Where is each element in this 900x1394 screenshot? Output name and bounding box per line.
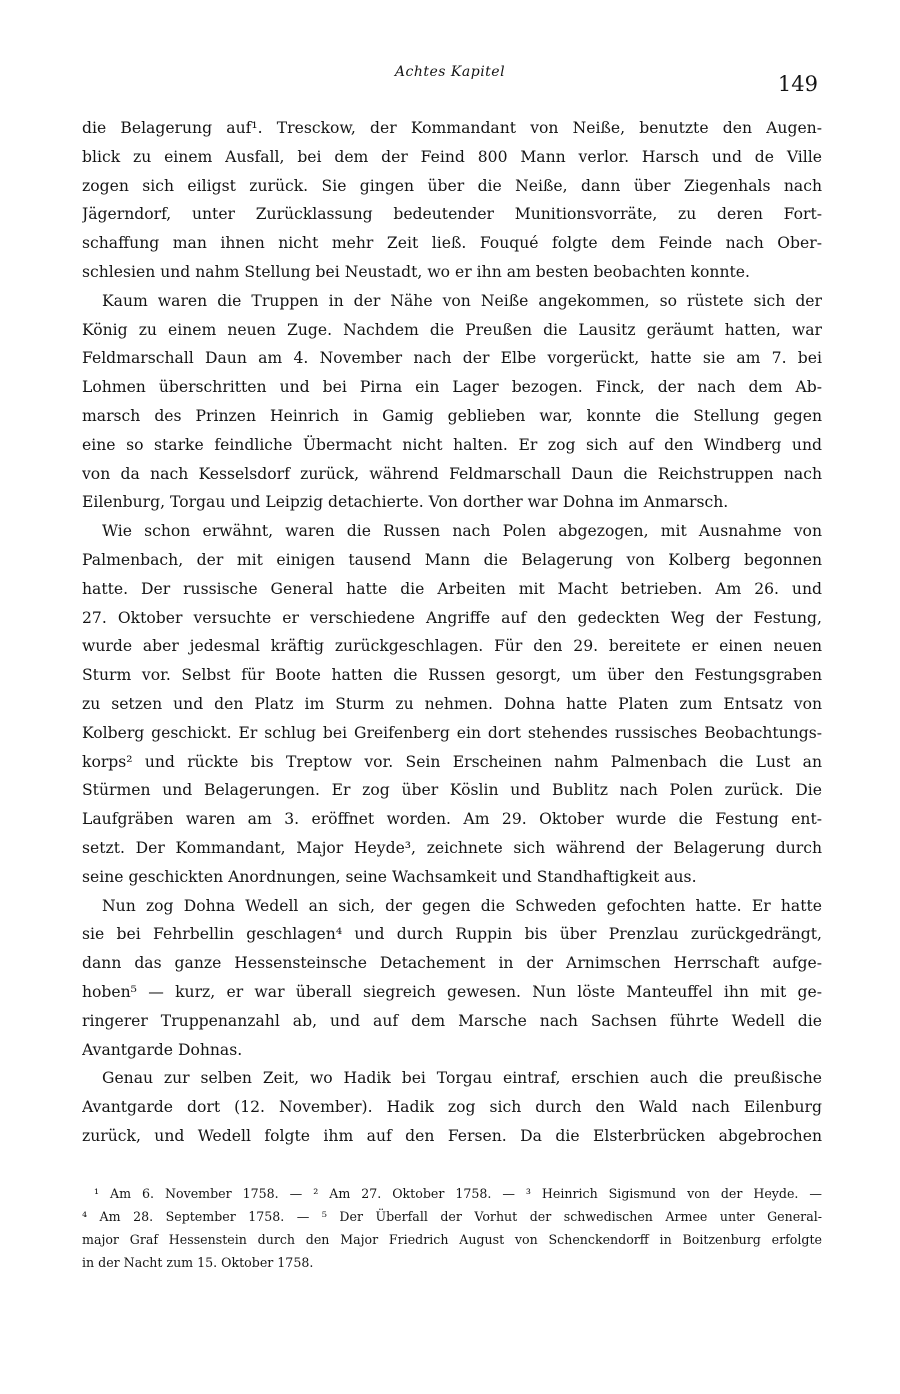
text-line: Avantgarde Dohnas. [82, 1040, 243, 1059]
text-line: sie bei Fehrbellin geschlagen⁴ und durch Ruppin bis über Prenzlau zurückgedrängt, [82, 925, 822, 944]
text-line: Eilenburg, Torgau und Leipzig detachierte. Von dorther war Dohna im Anmarsch. [82, 493, 729, 512]
text-line: Feldmarschall Daun am 4. November nach der Elbe vorgerückt, hatte sie am 7. bei [82, 349, 822, 368]
body-text [82, 114, 822, 1151]
text-line: von da nach Kesselsdorf zurück, während Feldmarschall Daun die Reichstruppen nach [82, 464, 822, 483]
text-line: Wie schon erwähnt, waren die Russen nach Polen abgezogen, mit Ausnahme von [102, 522, 822, 541]
text-line: korps² und rückte bis Treptow vor. Sein Erscheinen nahm Palmenbach die Lust an [82, 752, 822, 771]
text-line: hatte. Der russische General hatte die Arbeiten mit Macht betrieben. Am 26. und [82, 579, 822, 598]
paragraph [82, 114, 822, 287]
text-line: Kaum waren die Truppen in der Nähe von Neiße angekommen, so rüstete sich der [102, 291, 822, 310]
text-line: zogen sich eiligst zurück. Sie gingen über die Neiße, dann über Ziegenhals nach [82, 176, 822, 195]
text-line: marsch des Prinzen Heinrich in Gamig geblieben war, konnte die Stellung gegen [82, 406, 822, 425]
text-line: zurück, und Wedell folgte ihm auf den Fersen. Da die Elsterbrücken abgebrochen [82, 1126, 822, 1145]
text-line: dann das ganze Hessensteinsche Detachement in der Arnimschen Herrschaft aufge- [82, 954, 822, 973]
text-line: seine geschickten Anordnungen, seine Wachsamkeit und Standhaftigkeit aus. [82, 867, 697, 886]
footnote-line: ¹ Am 6. November 1758. — ² Am 27. Oktober 1758. — ³ Heinrich Sigismund von der Heyde. — [94, 1186, 822, 1201]
paragraph [82, 517, 822, 891]
paragraph [82, 287, 822, 517]
text-line: Nun zog Dohna Wedell an sich, der gegen die Schweden gefochten hatte. Er hatte [102, 896, 822, 915]
text-line: die Belagerung auf¹. Tresckow, der Kommandant von Neiße, benutzte den Augen- [82, 119, 822, 137]
text-line: ringerer Truppenanzahl ab, und auf dem Marsche nach Sachsen führte Wedell die [82, 1011, 822, 1030]
page-number: 149 [777, 72, 818, 96]
text-line: Stürmen und Belagerungen. Er zog über Köslin und Bublitz nach Polen zurück. Die [82, 781, 822, 800]
text-line: Kolberg geschickt. Er schlug bei Greifenberg ein dort stehendes russisches Beobachtungs- [82, 723, 822, 742]
text-line: 27. Oktober versuchte er verschiedene Angriffe auf den gedeckten Weg der Festung, [82, 608, 822, 627]
footnotes [82, 1182, 822, 1274]
paragraph [82, 1064, 822, 1150]
text-line: wurde aber jedesmal kräftig zurückgeschlagen. Für den 29. bereitete er einen neuen [82, 637, 822, 656]
text-line: zu setzen und den Platz im Sturm zu nehmen. Dohna hatte Platen zum Entsatz von [82, 694, 822, 713]
text-line: Laufgräben waren am 3. eröffnet worden. Am 29. Oktober wurde die Festung ent- [82, 810, 822, 829]
footnote-line: major Graf Hessenstein durch den Major Friedrich August von Schenckendorff in Boitzenburg erfolgte [82, 1232, 822, 1247]
text-line: setzt. Der Kommandant, Major Heyde³, zeichnete sich während der Belagerung durch [82, 838, 822, 857]
text-line: blick zu einem Ausfall, bei dem der Feind 800 Mann verlor. Harsch und de Ville [82, 147, 822, 166]
text-line: Lohmen überschritten und bei Pirna ein Lager bezogen. Finck, der nach dem Ab- [82, 378, 822, 397]
text-line: Avantgarde dort (12. November). Hadik zog sich durch den Wald nach Eilenburg [82, 1098, 822, 1117]
text-line: Palmenbach, der mit einigen tausend Mann die Belagerung von Kolberg begonnen [82, 550, 822, 569]
footnote-line: ⁴ Am 28. September 1758. — ⁵ Der Überfall der Vorhut der schwedischen Armee unter General- [82, 1209, 822, 1224]
running-head: Achtes Kapitel [394, 64, 506, 80]
text-line: Genau zur selben Zeit, wo Hadik bei Torgau eintraf, erschien auch die preußische [102, 1069, 822, 1088]
paragraph [82, 892, 822, 1065]
text-line: eine so starke feindliche Übermacht nicht halten. Er zog sich auf den Windberg und [82, 435, 822, 454]
text-line: schlesien und nahm Stellung bei Neustadt, wo er ihn am besten beobachten konnte. [82, 262, 750, 281]
text-line: schaffung man ihnen nicht mehr Zeit ließ. Fouqué folgte dem Feinde nach Ober- [82, 234, 822, 253]
text-line: König zu einem neuen Zuge. Nachdem die Preußen die Lausitz geräumt hatten, war [82, 320, 822, 339]
text-line: Sturm vor. Selbst für Boote hatten die Russen gesorgt, um über den Festungsgraben [82, 666, 822, 685]
text-line: hoben⁵ — kurz, er war überall siegreich gewesen. Nun löste Manteuffel ihn mit ge- [82, 982, 822, 1001]
text-line: Jägerndorf, unter Zurücklassung bedeutender Munitionsvorräte, zu deren Fort- [82, 205, 822, 224]
footnote-line: in der Nacht zum 15. Oktober 1758. [82, 1255, 314, 1270]
